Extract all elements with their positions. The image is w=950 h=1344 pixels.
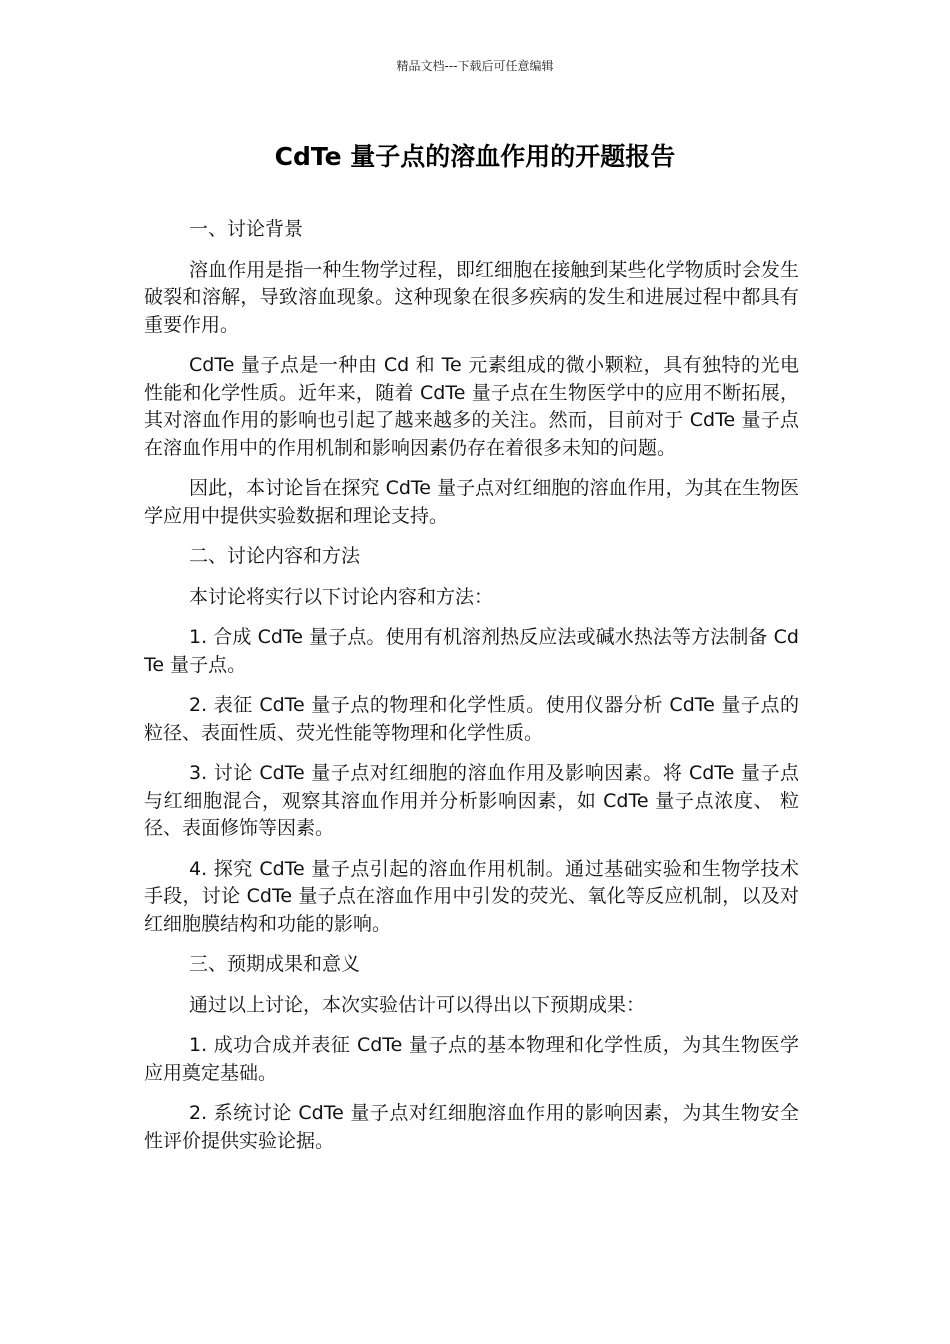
section-heading-expected-results: 三、预期成果和意义	[189, 953, 361, 975]
paragraph: 溶血作用是指一种生物学过程，即红细胞在接触到某些化学物质时会发生破裂和溶解，导致溶血现象。这种现象在很多疾病的发生和进展过程中都具有重要作用。	[144, 258, 799, 336]
list-item: 1. 成功合成并表征 CdTe 量子点的基本物理和化学性质，为其生物医学应用奠定基础。	[144, 1034, 799, 1084]
list-item: 1. 合成 CdTe 量子点。使用有机溶剂热反应法或碱水热法等方法制备 CdTe 量子点。	[144, 626, 799, 676]
list-item: 2. 表征 CdTe 量子点的物理和化学性质。使用仪器分析 CdTe 量子点的粒径、表面性质、荧光性能等物理和化学性质。	[144, 694, 799, 744]
paragraph: 本讨论将实行以下讨论内容和方法：	[189, 585, 494, 608]
list-item: 4. 探究 CdTe 量子点引起的溶血作用机制。通过基础实验和生物学技术手段，讨论 CdTe 量子点在溶血作用中引发的荧光、氧化等反应机制，以及对红细胞膜结构和功能的影响。	[144, 857, 799, 935]
list-item: 2. 系统讨论 CdTe 量子点对红细胞溶血作用的影响因素，为其生物安全性评价提供实验论据。	[144, 1102, 799, 1152]
section-heading-content-methods: 二、讨论内容和方法	[189, 545, 361, 567]
section-heading-background: 一、讨论背景	[189, 218, 304, 240]
document-title: CdTe 量子点的溶血作用的开题报告	[274, 142, 676, 171]
paragraph: 因此，本讨论旨在探究 CdTe 量子点对红细胞的溶血作用，为其在生物医学应用中提供实验数据和理论支持。	[144, 477, 799, 527]
paragraph: 通过以上讨论，本次实验估计可以得出以下预期成果：	[189, 993, 646, 1016]
paragraph: CdTe 量子点是一种由 Cd 和 Te 元素组成的微小颗粒，具有独特的光电性能和化学性质。近年来，随着 CdTe 量子点在生物医学中的应用不断拓展，其对溶血作用的影响也引起了越来越多的关注。然而，目前对于 CdTe 量子点在溶血作用中的作用机制和影响因素仍存在着很多未知的问题。	[144, 354, 799, 459]
list-item: 3. 讨论 CdTe 量子点对红细胞的溶血作用及影响因素。将 CdTe 量子点与红细胞混合，观察其溶血作用并分析影响因素，如 CdTe 量子点浓度、 粒径、表面修饰等因素。	[144, 762, 799, 839]
header-note: 精品文档---下载后可任意编辑	[396, 59, 554, 73]
document-body	[144, 216, 799, 1168]
